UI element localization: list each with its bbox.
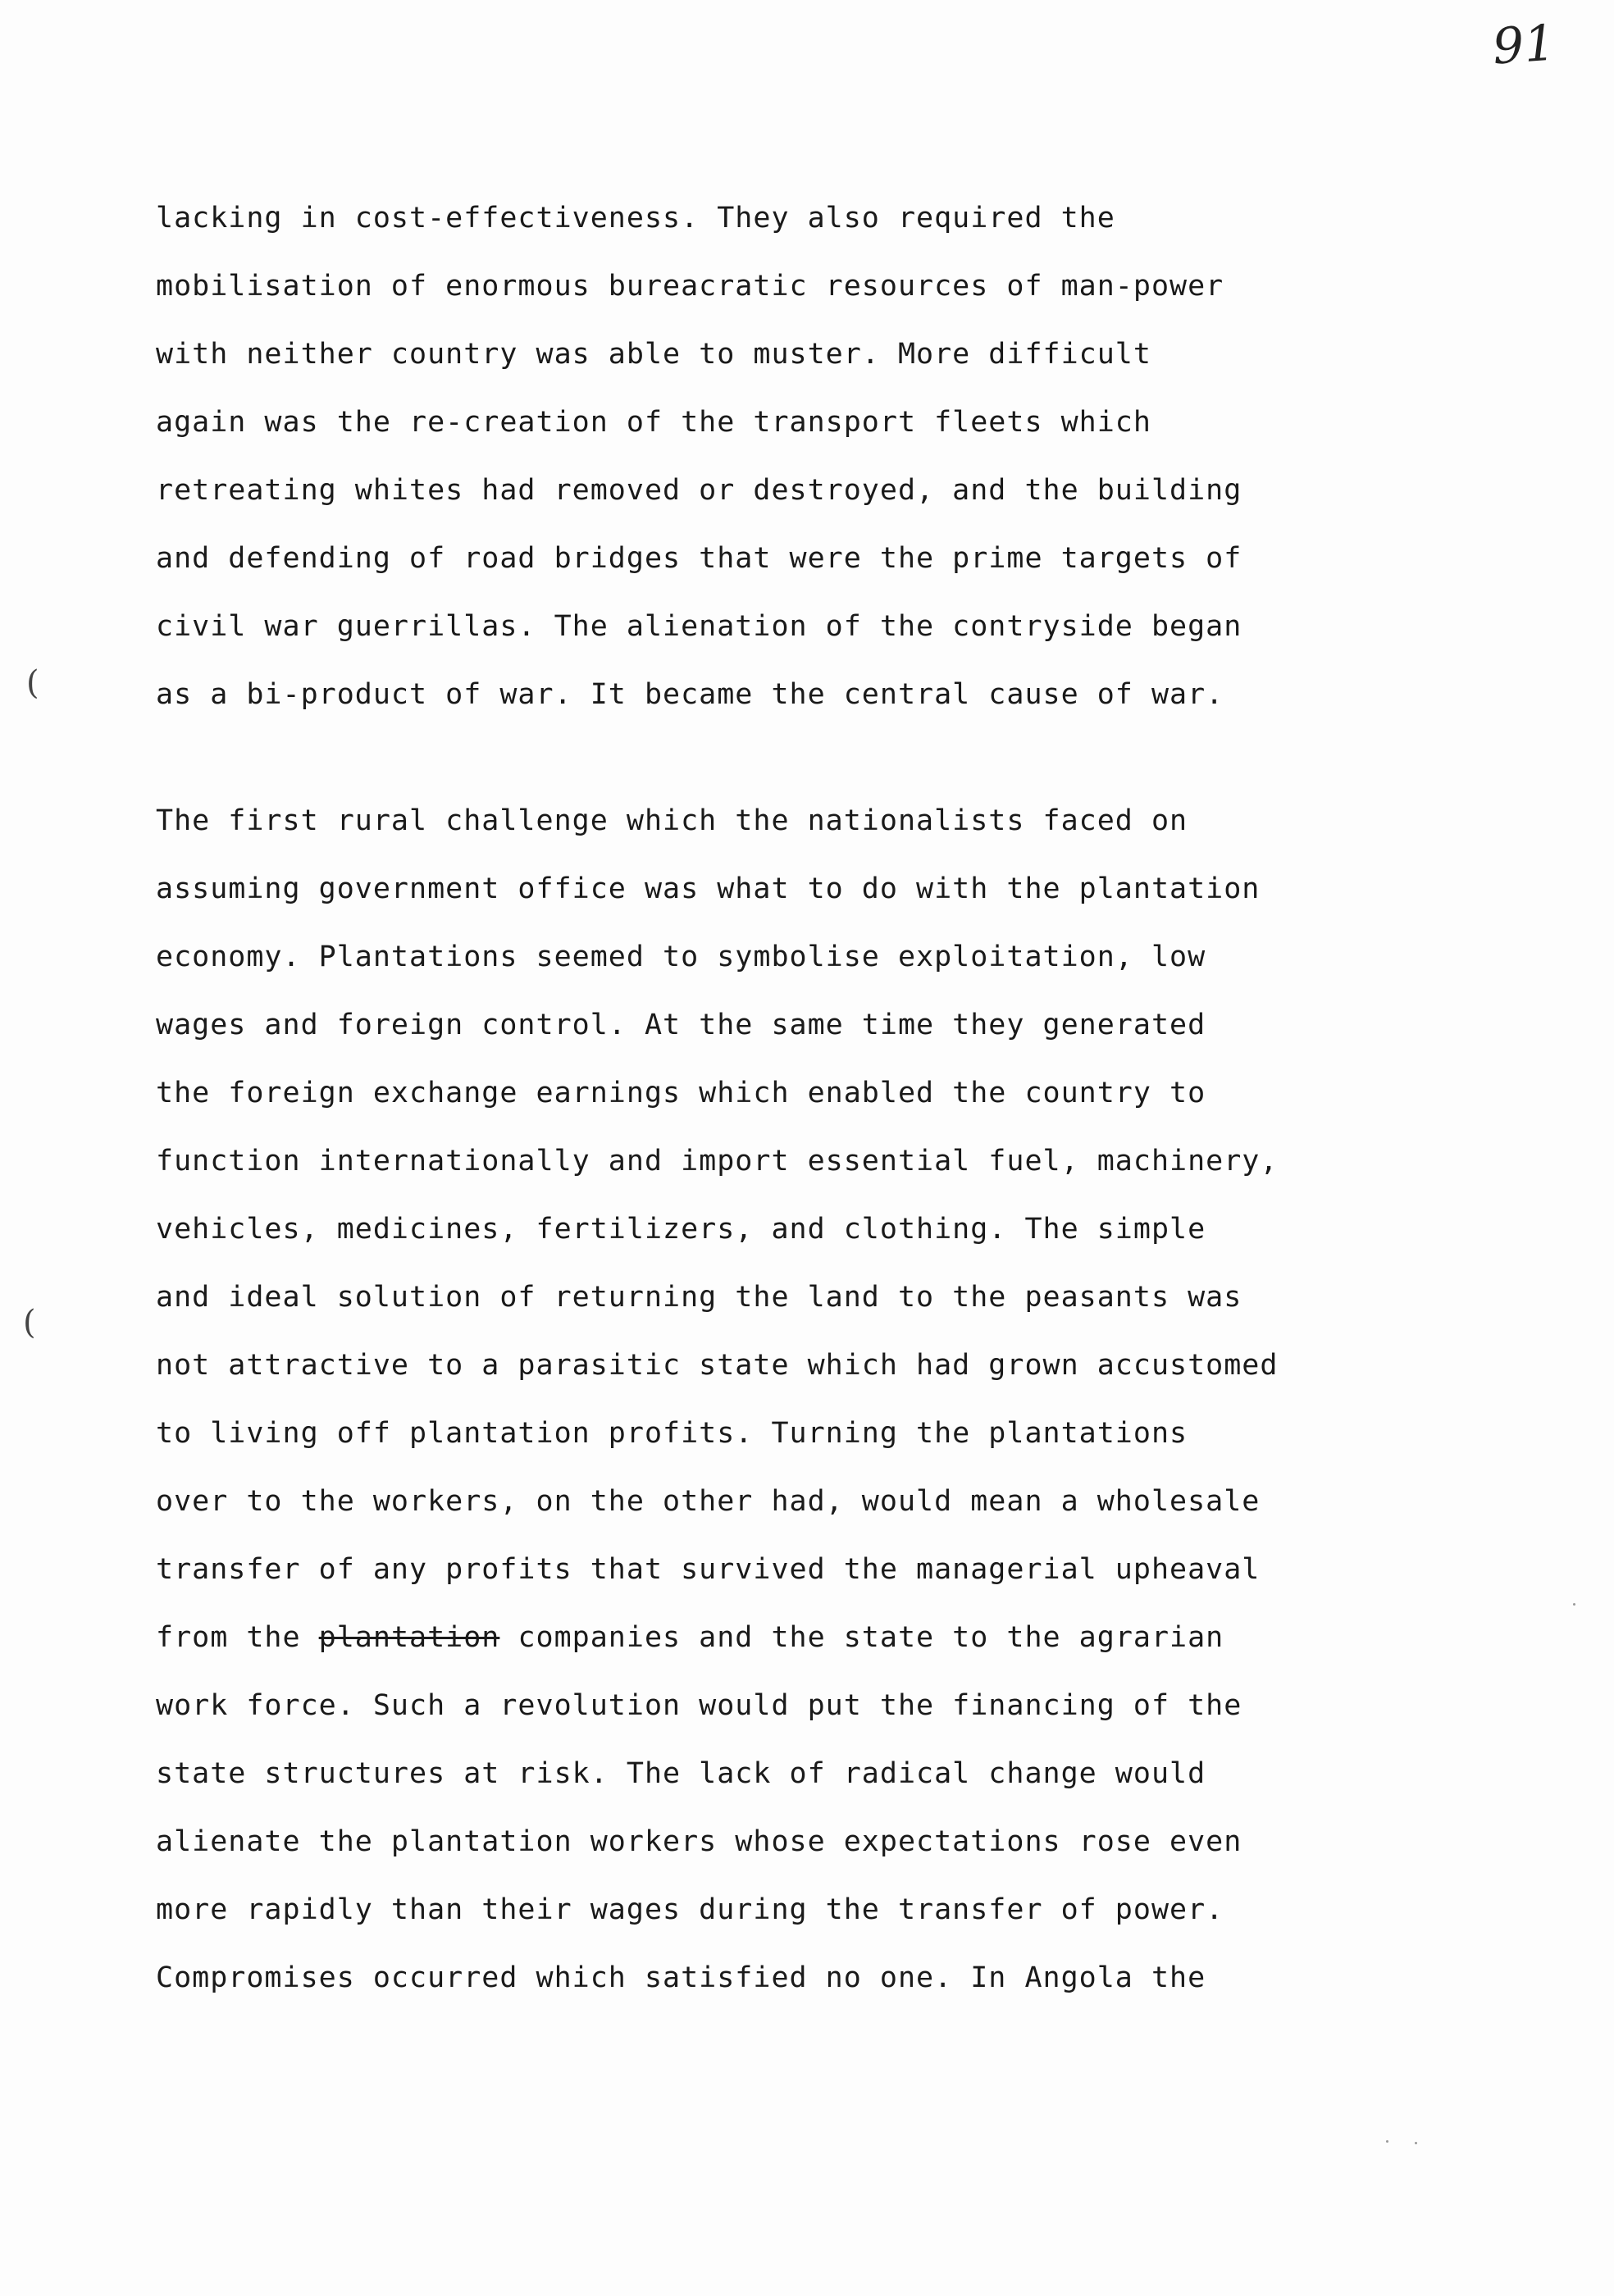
margin-mark: ( [23,1304,36,1342]
text-fragment: companies and the state to the agrarian [499,1621,1224,1654]
text-line: as a bi-product of war. It became the central cause of war. [156,678,1224,711]
text-line: alienate the plantation workers whose expectations rose even [156,1825,1242,1858]
margin-mark: ( [26,664,39,702]
paragraph-2 [156,787,1435,2012]
text-line-with-strikethrough [156,1604,1435,1672]
struck-word: plantation [318,1621,500,1654]
text-line: civil war guerrillas. The alienation of the contryside began [156,610,1242,643]
text-line: lacking in cost-effectiveness. They also required the [156,202,1115,235]
text-line: the foreign exchange earnings which enabled the country to [156,1077,1206,1109]
page-number: 91 [1490,14,1557,76]
text-line: assuming government office was what to do with the plantation [156,872,1261,905]
scan-speck [1386,2140,1388,2143]
text-line: Compromises occurred which satisfied no one. In Angola the [156,1961,1206,1994]
text-line: transfer of any profits that survived the managerial upheaval [156,1553,1261,1586]
text-line: and ideal solution of returning the land to the peasants was [156,1281,1242,1314]
text-line: more rapidly than their wages during the transfer of power. [156,1893,1224,1926]
text-line: vehicles, medicines, fertilizers, and clothing. The simple [156,1213,1206,1246]
text-line: again was the re-creation of the transport fleets which [156,406,1151,439]
text-line: and defending of road bridges that were the prime targets of [156,542,1242,575]
scan-speck [1573,1603,1575,1606]
text-line: not attractive to a parasitic state which had grown accustomed [156,1349,1279,1382]
text-line: economy. Plantations seemed to symbolise exploitation, low [156,941,1206,973]
text-line: wages and foreign control. At the same time they generated [156,1009,1206,1041]
text-line: over to the workers, on the other had, would mean a wholesale [156,1485,1261,1518]
text-fragment: from the [156,1621,319,1654]
text-line: The first rural challenge which the nationalists faced on [156,804,1188,837]
text-line: with neither country was able to muster. More difficult [156,338,1151,371]
text-line: mobilisation of enormous bureacratic resources of man-power [156,270,1224,303]
text-line: function internationally and import essential fuel, machinery, [156,1145,1279,1178]
text-line: retreating whites had removed or destroyed, and the building [156,474,1242,507]
text-line: work force. Such a revolution would put the financing of the [156,1689,1242,1722]
text-line: to living off plantation profits. Turning the plantations [156,1417,1188,1450]
scan-speck [1415,2142,1417,2144]
text-line: state structures at risk. The lack of radical change would [156,1757,1206,1790]
paragraph-1 [156,184,1435,729]
